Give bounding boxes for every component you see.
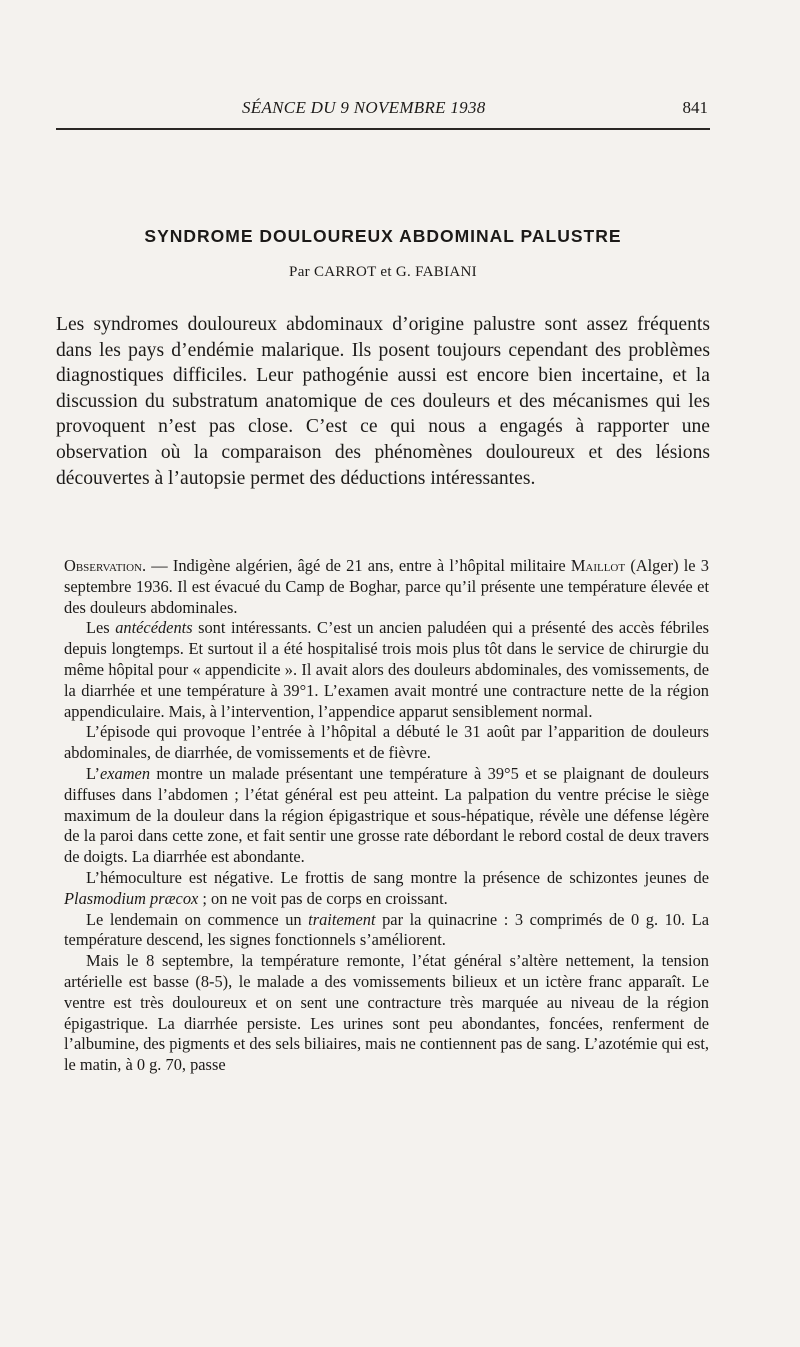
article-title: SYNDROME DOULOUREUX ABDOMINAL PALUSTRE — [144, 226, 622, 246]
paragraph-text: par la quinacrine : 3 comprimés de 0 g. 10. La température descend, les signes fonctionnels s’améliorent. — [64, 909, 709, 950]
relapse-paragraph: Mais le 8 septembre, la température remonte, l’état général s’altère nettement, la tension artérielle est basse (8-5), le malade a des vomissements bilieux et un ictère franc apparaît. Le ventre est très douloureux et on sent une contracture très marquée au niveau de la région épigastrique. La diarrhée persiste. Les urines sont peu abondantes, foncées, renferment de l’albumine, des pigments et des sels biliaires, mais ne contiennent pas de sang. L’azotémie qui est, le matin, à 0 g. 70, passe — [64, 951, 709, 1075]
paragraph-text: ; on ne voit pas de corps en croissant. — [198, 888, 448, 908]
header-rule — [56, 128, 710, 130]
paragraph-text: Les — [86, 618, 116, 638]
paragraph-text: L’hémoculture est négative. Le frottis de sang montre la présence de schizontes jeunes de — [86, 867, 709, 887]
treatment-paragraph — [64, 910, 709, 952]
examen-term: examen — [99, 763, 151, 783]
paragraph-text: Le lendemain on commence un — [86, 909, 309, 929]
paragraph-text: sont intéressants. C’est un ancien paludéen qui a présenté des accès fébriles depuis longtemps. Et surtout il a été hospitalisé trois mois plus tôt dans le service de chirurgie du même hôpital pour « appendicite ». Il avait alors des douleurs abdominales, des vomissements, de la diarrhée et une température à 39°1. L’examen avait montré une contracture nette de la région appendiculaire. Mais, à l’intervention, l’appendice apparut sensiblement normal. — [64, 618, 709, 721]
species-name: Plasmodium præcox — [64, 888, 199, 908]
observation-section — [64, 556, 709, 1076]
paragraph-text: L’ — [86, 763, 100, 783]
running-title: SÉANCE DU 9 NOVEMBRE 1938 — [242, 98, 486, 117]
observation-label: Observation. — [64, 556, 147, 575]
observation-text: (Alger) le 3 septembre 1936. Il est évacué du Camp de Boghar, parce qu’il présente une température élevée et des douleurs abdominales. — [64, 556, 709, 617]
page-number: 841 — [682, 98, 708, 117]
antecedents-term: antécédents — [115, 618, 193, 638]
antecedents-paragraph — [64, 618, 709, 722]
observation-text: — Indigène algérien, âgé de 21 ans, entre à l’hôpital militaire — [146, 556, 571, 575]
observation-paragraph-1 — [64, 556, 709, 618]
examen-paragraph — [64, 764, 709, 868]
paragraph-text: montre un malade présentant une température à 39°5 et se plaignant de douleurs diffuses dans l’abdomen ; l’état général est peu atteint. La palpation du ventre précise le siège maximum de la douleur dans la région épigastrique et sous-hépatique, révèle une défense légère de la paroi dans cette zone, et fait sentir une grosse rate débordant le rebord costal de deux travers de doigts. La diarrhée est abondante. — [64, 763, 709, 867]
running-header — [236, 98, 708, 124]
hemoculture-paragraph — [64, 868, 709, 910]
hospital-name: Maillot — [570, 556, 626, 575]
lead-paragraph: Les syndromes douloureux abdominaux d’origine palustre sont assez fréquents dans les pays d’endémie malarique. Ils posent toujours cependant des problèmes diagnostiques difficiles. Leur pathogénie aussi est encore bien incertaine, et la discussion du substratum anatomique de ces douleurs et des mécanismes qui les provoquent n’est pas close. C’est ce qui nous a engagés à rapporter une observation où la comparaison des phénomènes douloureux et des lésions découvertes à l’autopsie permet des déductions intéressantes. — [56, 314, 710, 489]
treatment-term: traitement — [308, 909, 376, 929]
episode-paragraph: L’épisode qui provoque l’entrée à l’hôpital a débuté le 31 août par l’apparition de douleurs abdominales, de diarrhée, de vomissements et de fièvre. — [64, 722, 709, 763]
article-byline: Par CARROT et G. FABIANI — [289, 264, 477, 280]
